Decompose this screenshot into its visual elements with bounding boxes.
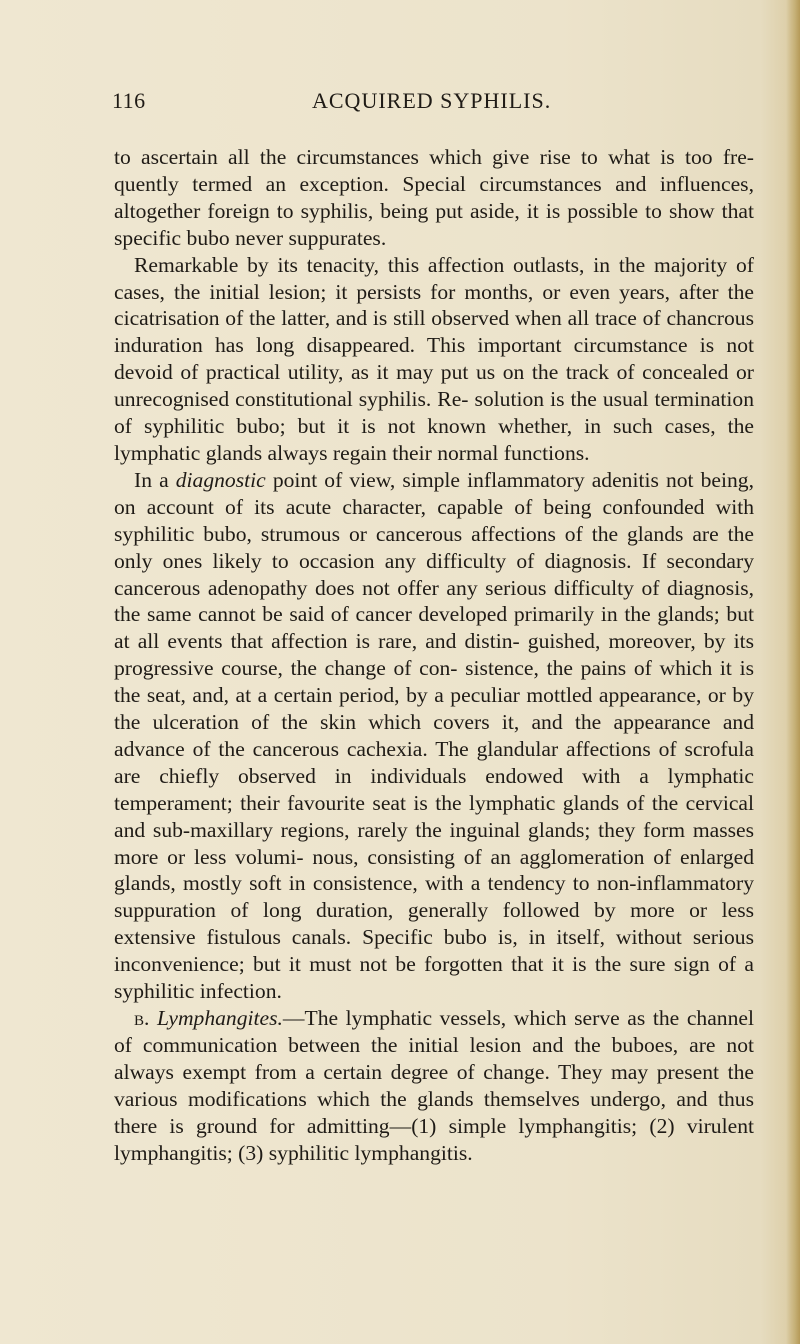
- section-title: Lymphangites.: [157, 1006, 283, 1030]
- page-edge: [786, 0, 800, 1344]
- paragraph-1: to ascertain all the circumstances which give rise to what is too fre- quently termed an exception. Special circumstances and influences, altogether foreign to syphilis, being put aside, it is possible to show that specific bubo never suppurates.: [114, 145, 754, 250]
- running-head: ACQUIRED SYPHILIS.: [312, 88, 552, 113]
- paragraph-3: [114, 467, 754, 1005]
- paragraph-3-rest: point of view, simple inflammatory adenitis not being, on account of its acute character, capable of being confounded with syphilitic bubo, strumous or cancerous affections of the glands are the only ones likely to occasion any difficulty of diagnosis. If secondary cancerous adenopathy does not offer any serious difficulty of diagnosis, the same cannot be said of cancer developed primarily in the glands; but at all events that affection is rare, and distin- guished, moreover, by its progressive course, the change of con- sistence, the pains of which it is the seat, and, at a certain period, by a peculiar mottled appearance, or by the ulceration of the skin which covers it, and the appearance and advance of the cancerous cachexia. The glandular affections of scrofula are chiefly observed in individuals endowed with a lymphatic temperament; their favourite seat is the lymphatic glands of the cervical and sub-maxillary regions, rarely the inguinal glands; they form masses more or less volumi- nous, consisting of an agglomeration of enlarged glands, mostly soft in consistence, with a tendency to non-inflammatory suppuration of long duration, generally followed by more or less extensive fistulous canals. Specific bubo is, in itself, without serious inconvenience; but it must not be forgotten that it is the sure sign of a syphilitic infection.: [114, 467, 754, 1004]
- paragraph-4-rest: —The lymphatic vessels, which serve as the channel of communication between the initial lesion and the buboes, are not always exempt from a certain degree of change. They may present the various modifications which the glands themselves undergo, and thus there is ground for admitting—(1) simple lymphangitis; (2) virulent lymphangitis; (3) syphilitic lymphangitis.: [114, 1006, 754, 1165]
- page-number: 116: [112, 88, 146, 113]
- paragraph-3-italic: diagnostic: [175, 467, 266, 492]
- paragraph-3-start: In a: [134, 467, 176, 492]
- page-header: [112, 82, 752, 118]
- paragraph-2: Remarkable by its tenacity, this affection outlasts, in the majority of cases, the initial lesion; it persists for months, or even years, after the cicatrisation of the latter, and is still observed when all trace of chancrous induration has long disappeared. This important circumstance is not devoid of practical utility, as it may put us on the track of concealed or unrecognised constitutional syphilis. Re- solution is the usual termination of syphilitic bubo; but it is not known whether, in such cases, the lymphatic glands always regain their normal functions.: [114, 252, 754, 465]
- section-letter: b.: [134, 1006, 150, 1030]
- body-text: [114, 144, 754, 1166]
- paragraph-4: [114, 1005, 754, 1166]
